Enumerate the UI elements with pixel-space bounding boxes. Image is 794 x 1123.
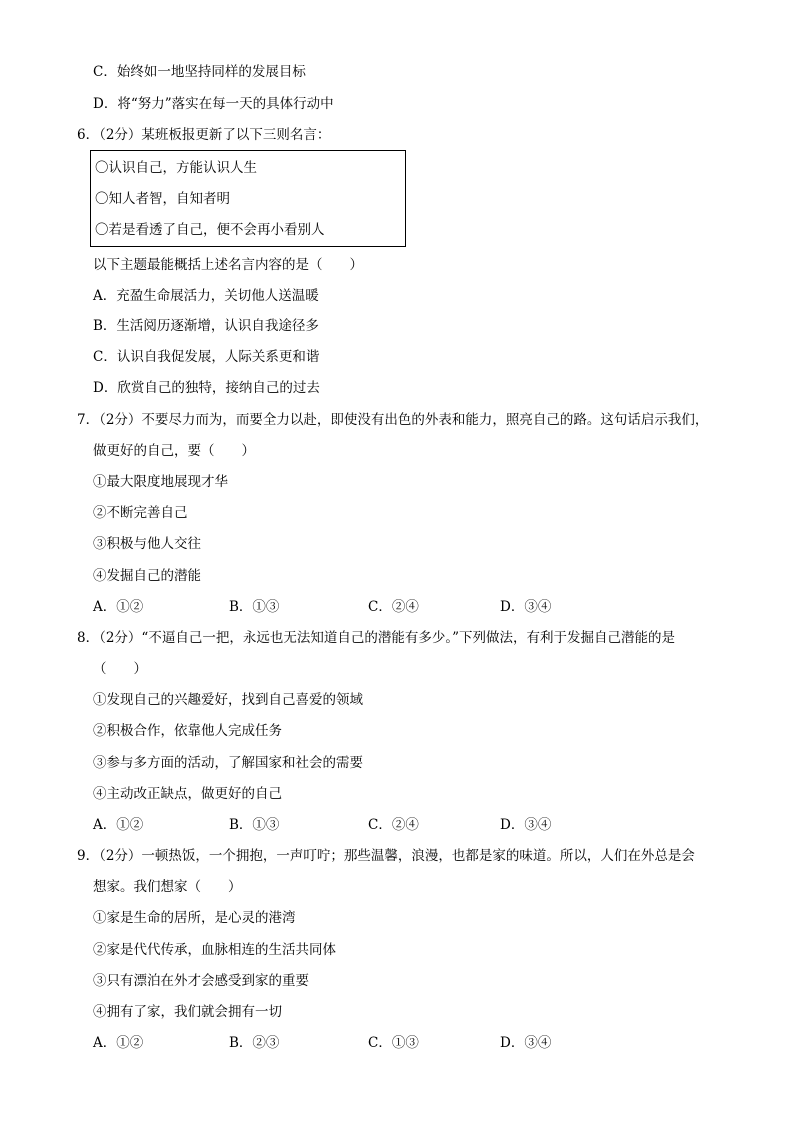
q9-item-4: ④拥有了家，我们就会拥有一切 [93, 1004, 282, 1020]
q9-option-a: A．①② [93, 1035, 144, 1051]
q7-stem-line2: 做更好的自己，要（ ） [93, 443, 255, 459]
q7-stem-line1: 7．（2分）不要尽力而为，而要全力以赴，即使没有出色的外表和能力，照亮自己的路。这句话启示我们， [77, 412, 709, 428]
q6-option-c: C．认识自我促发展，人际关系更和谐 [93, 349, 320, 365]
q8-item-4: ④主动改正缺点，做更好的自己 [93, 786, 282, 802]
q6-quote-1: 〇认识自己，方能认识人生 [95, 160, 257, 176]
q8-stem-line1: 8．（2分）“不逼自己一把，永远也无法知道自己的潜能有多少。”下列做法，有利于发掘自己潜能的是 [77, 630, 675, 646]
q8-item-1: ①发现自己的兴趣爱好，找到自己喜爱的领域 [93, 692, 363, 708]
q8-item-3: ③参与多方面的活动，了解国家和社会的需要 [93, 755, 363, 771]
q5-option-d: D．将“努力”落实在每一天的具体行动中 [93, 96, 334, 112]
q7-item-4: ④发掘自己的潜能 [93, 568, 201, 584]
q8-option-a: A．①② [93, 817, 144, 833]
q6-option-b: B．生活阅历逐渐增，认识自我途径多 [93, 318, 319, 334]
q8-options [0, 815, 794, 835]
q9-option-c: C．①③ [368, 1035, 419, 1051]
q7-option-b: B．①③ [229, 599, 280, 615]
q6-option-d: D．欣赏自己的独特，接纳自己的过去 [93, 380, 320, 396]
q6-quote-3: 〇若是看透了自己，便不会再小看别人 [95, 222, 325, 238]
q8-stem-line2: （ ） [93, 661, 147, 677]
q7-option-c: C．②④ [368, 599, 419, 615]
q6-stem: 6．（2分）某班板报更新了以下三则名言： [77, 127, 331, 143]
q9-options [0, 1033, 794, 1053]
q6-option-a: A．充盈生命展活力，关切他人送温暖 [93, 288, 319, 304]
q5-option-c: C．始终如一地坚持同样的发展目标 [93, 64, 306, 80]
q6-prompt: 以下主题最能概括上述名言内容的是（ ） [93, 257, 363, 273]
q9-item-3: ③只有漂泊在外才会感受到家的重要 [93, 973, 309, 989]
q9-option-d: D．③④ [500, 1035, 552, 1051]
q7-option-a: A．①② [93, 599, 144, 615]
q7-option-d: D．③④ [500, 599, 552, 615]
q9-item-1: ①家是生命的居所，是心灵的港湾 [93, 910, 296, 926]
q9-option-b: B．②③ [229, 1035, 280, 1051]
q7-item-1: ①最大限度地展现才华 [93, 474, 228, 490]
q6-quote-2: 〇知人者智，自知者明 [95, 191, 230, 207]
q7-item-2: ②不断完善自己 [93, 505, 188, 521]
q9-stem-line1: 9．（2分）一顿热饭，一个拥抱，一声叮咛；那些温馨，浪漫，也都是家的味道。所以，人们在外总是会 [77, 848, 695, 864]
q9-item-2: ②家是代代传承，血脉相连的生活共同体 [93, 942, 336, 958]
q7-options [0, 597, 794, 617]
q8-option-c: C．②④ [368, 817, 419, 833]
q6-quote-box [90, 150, 406, 247]
q9-stem-line2: 想家。我们想家（ ） [93, 879, 242, 895]
q7-item-3: ③积极与他人交往 [93, 536, 201, 552]
q8-option-b: B．①③ [229, 817, 280, 833]
q8-option-d: D．③④ [500, 817, 552, 833]
q8-item-2: ②积极合作，依靠他人完成任务 [93, 723, 282, 739]
